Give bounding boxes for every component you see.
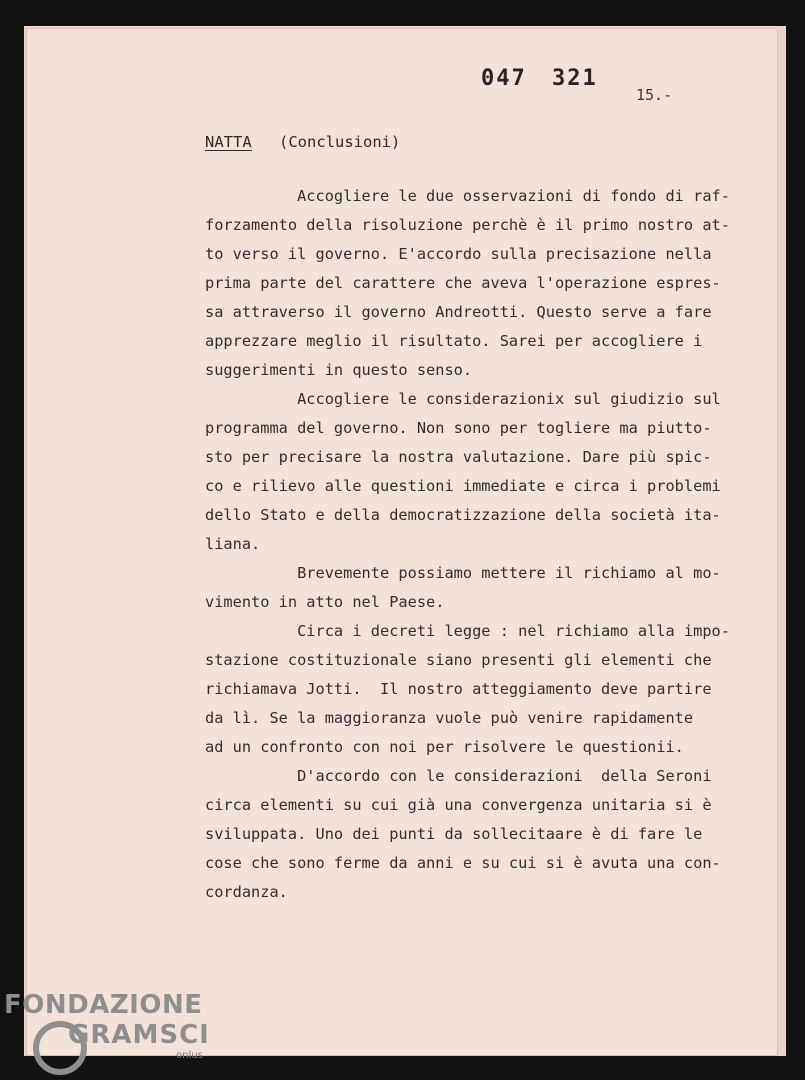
text-line: prima parte del carattere che aveva l'operazione espres-	[205, 274, 721, 292]
text-line: Brevemente possiamo mettere il richiamo al mo-	[205, 564, 721, 582]
text-line: Accogliere le considerazionix sul giudizio sul	[205, 390, 721, 408]
watermark-line1: FONDAZIONE	[4, 990, 203, 1020]
text-line: forzamento della risoluzione perchè è il primo nostro at-	[205, 216, 730, 234]
text-line: richiamava Jotti. Il nostro atteggiamento deve partire	[205, 680, 712, 698]
text-line: cose che sono ferme da anni e su cui si è avuta una con-	[205, 854, 721, 872]
body-text	[205, 182, 760, 907]
watermark-small: onlus	[176, 1050, 203, 1061]
page-number: 15.-	[636, 86, 673, 104]
text-line: suggerimenti in questo senso.	[205, 361, 473, 379]
section-subtitle: (Conclusioni)	[279, 133, 401, 151]
text-line: cordanza.	[205, 883, 288, 901]
fondazione-gramsci-watermark	[4, 990, 224, 1075]
text-line: vimento in atto nel Paese.	[205, 593, 445, 611]
text-line: liana.	[205, 535, 261, 553]
text-line: Accogliere le due osservazioni di fondo di raf-	[205, 187, 730, 205]
text-line: dello Stato e della democratizzazione della società ita-	[205, 506, 721, 524]
text-line: stazione costituzionale siano presenti gli elementi che	[205, 651, 712, 669]
text-line: D'accordo con le considerazioni della Seroni	[205, 767, 712, 785]
watermark-line2: GRAMSCI	[68, 1020, 210, 1050]
text-line: circa elementi su cui già una convergenza unitaria si è	[205, 796, 712, 814]
text-line: sa attraverso il governo Andreotti. Questo serve a fare	[205, 303, 712, 321]
text-line: to verso il governo. E'accordo sulla precisazione nella	[205, 245, 712, 263]
text-line: Circa i decreti legge : nel richiamo alla impo-	[205, 622, 730, 640]
text-line: programma del governo. Non sono per togliere ma piutto-	[205, 419, 712, 437]
text-line: sto per precisare la nostra valutazione. Dare più spic-	[205, 448, 712, 466]
section-heading	[205, 133, 400, 151]
text-line: da lì. Se la maggioranza vuole può venire rapidamente	[205, 709, 694, 727]
text-line: co e rilievo alle questioni immediate e circa i problemi	[205, 477, 721, 495]
text-line: sviluppata. Uno dei punti da sollecitaare è di fare le	[205, 825, 703, 843]
text-line: apprezzare meglio il risultato. Sarei per accogliere i	[205, 332, 703, 350]
speaker-name: NATTA	[205, 133, 252, 151]
text-line: ad un confronto con noi per risolvere le questionii.	[205, 738, 684, 756]
archive-number: 047 321	[481, 66, 598, 91]
